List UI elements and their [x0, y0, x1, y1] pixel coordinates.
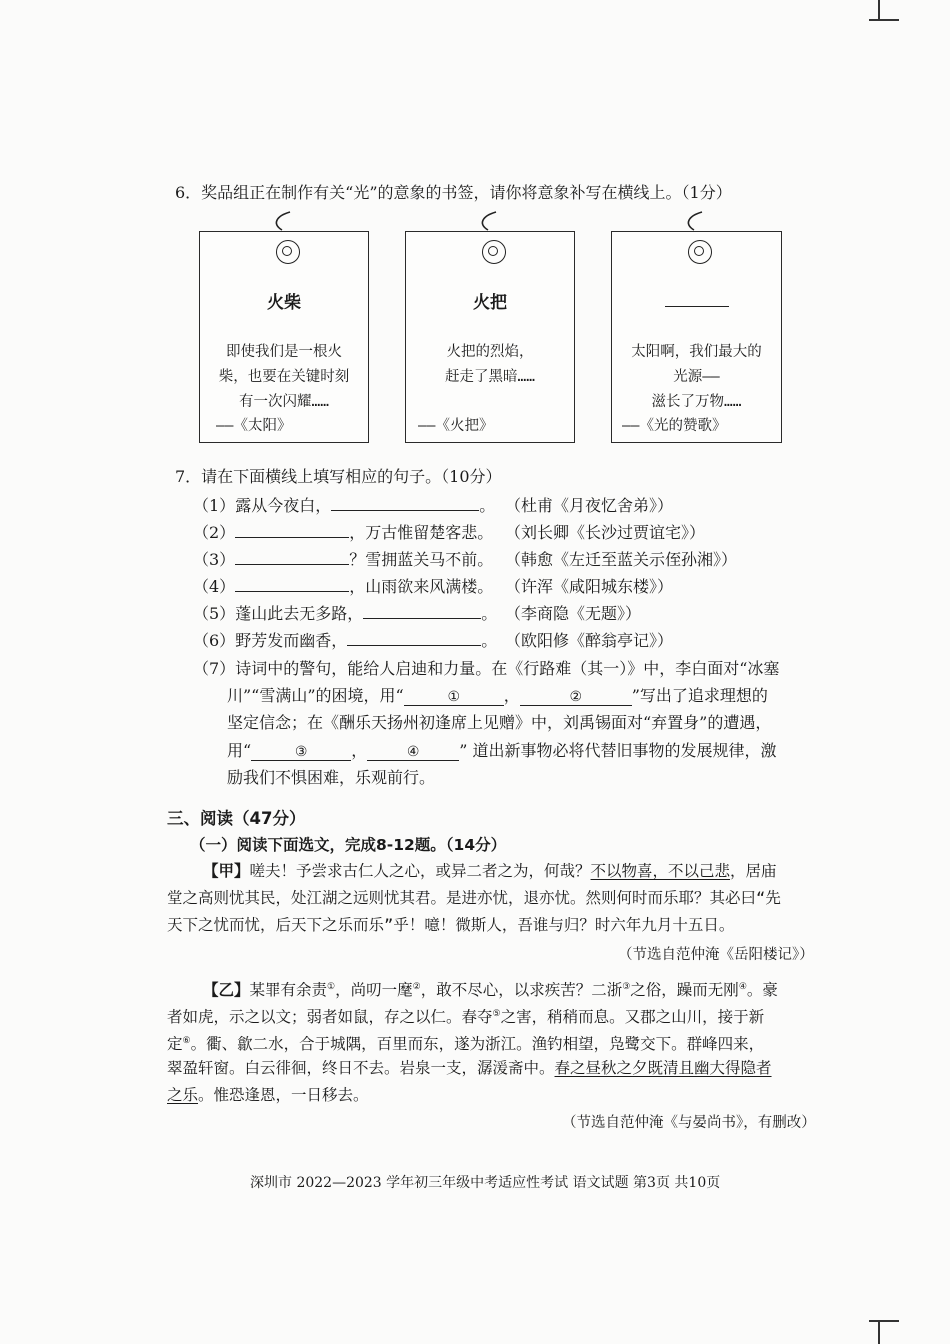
card-line: 柴，也要在关键时刻	[218, 369, 350, 385]
card-source: ——《太阳》	[216, 418, 292, 434]
item-number: （1）	[193, 496, 236, 515]
item-text: 励我们不惧困难，乐观前行。	[227, 768, 436, 787]
item-text: ，	[351, 741, 368, 760]
footnote-mark: ②	[412, 982, 421, 992]
item-text: ，	[503, 686, 520, 705]
answer-blank[interactable]	[363, 604, 481, 619]
bookmark-card-2	[405, 231, 575, 443]
item-source: （杜甫《月夜忆舍弟》）	[505, 496, 674, 515]
crop-mark-top-vertical	[878, 0, 880, 20]
footnote-mark: ⑤	[492, 1009, 501, 1019]
q7-item-3	[193, 549, 738, 571]
q7-item-4	[193, 576, 674, 598]
passage-text: 嗟夫！予尝求古仁人之心，或异二者之为，何哉？	[249, 862, 591, 880]
item-post: 。	[481, 631, 498, 650]
footnote-mark: ③	[622, 982, 631, 992]
bookmark-card-1	[199, 231, 369, 443]
answer-blank[interactable]	[347, 631, 481, 646]
item-pre: 野芳发而幽香，	[235, 631, 348, 650]
blank-number: ③	[294, 744, 308, 760]
q7-stem: 7．请在下面横线上填写相应的句子。（10分）	[175, 467, 502, 486]
footnote-mark: ④	[738, 982, 747, 992]
yi-line-1	[203, 974, 778, 1004]
yi-line-2	[167, 1001, 764, 1031]
item7-line-5	[227, 767, 435, 789]
answer-blank[interactable]	[235, 523, 349, 538]
card-text	[626, 340, 767, 415]
yi-line-4	[167, 1055, 772, 1082]
card-line: 有一次闪耀……	[239, 394, 329, 410]
item-text: 川”“雪满山”的困境，用“	[227, 686, 404, 705]
bookmark-card-3	[611, 231, 782, 443]
section-3-title: 三、阅读（47分）	[167, 809, 306, 828]
card-line: 滋长了万物……	[651, 394, 742, 410]
passage-text: 。豪	[746, 981, 778, 1000]
item-source: （李商隐《无题》）	[505, 604, 642, 623]
section-3-subtitle: （一）阅读下面选文，完成8-12题。（14分）	[190, 836, 507, 854]
jia-line-3: 天下之忧而忧，后天下之乐而乐”乎！噫！微斯人，吾谁与归？时六年九月十五日。	[167, 916, 735, 934]
card-source: ——《光的赞歌》	[622, 418, 727, 434]
item-number: （5）	[193, 604, 236, 623]
crop-mark-top-horizontal	[869, 19, 899, 21]
passage-text: 之害，稍稍而息。又郡之山川，接于新	[500, 1008, 765, 1027]
card-line: 即使我们是一根火	[226, 344, 342, 360]
answer-blank[interactable]	[331, 496, 479, 511]
item-post: ？雪拥蓝关马不前。	[349, 550, 494, 569]
passage-label: 【甲】	[203, 862, 250, 880]
yi-source: （节选自范仲淹《与晏尚书》，有删改）	[562, 1115, 816, 1131]
blank-number: ①	[447, 689, 461, 705]
q7-item-5	[193, 603, 642, 625]
string-icon	[268, 210, 298, 242]
passage-text: 者如虎，示之以文；弱者如鼠，存之以仁。春夺	[167, 1008, 493, 1027]
card-line: 光源——	[673, 369, 720, 385]
card-text	[214, 340, 354, 415]
underlined-sentence: 春之昼秋之夕既清且幽大得隐者	[554, 1059, 772, 1077]
passage-label: 【乙】	[203, 981, 250, 1000]
crop-mark-bottom-horizontal	[869, 1320, 899, 1322]
yi-line-5	[167, 1082, 369, 1109]
item-text: 诗词中的警句，能给人启迪和力量。在《行路难（其一）》中，李白面对“冰塞	[235, 659, 780, 678]
item-number: （4）	[193, 577, 236, 596]
footnote-mark: ①	[327, 982, 336, 992]
card-title: 火柴	[267, 293, 301, 313]
item-text: 坚定信念；在《酬乐天扬州初逢席上见赠》中，刘禹锡面对“弃置身”的遭遇，	[227, 713, 772, 732]
ring-icon	[276, 240, 300, 264]
q6-stem: 6．奖品组正在制作有关“光”的意象的书签，请你将意象补写在横线上。（1分）	[175, 183, 732, 202]
item-source: （韩愈《左迁至蓝关示侄孙湘》）	[505, 550, 738, 569]
item-post: 。	[481, 604, 498, 623]
passage-text: 某罪有余责	[249, 981, 328, 1000]
jia-line-1	[203, 858, 777, 885]
answer-blank[interactable]	[665, 306, 729, 307]
item-text: 用“	[227, 741, 252, 760]
underlined-sentence: 不以物喜，不以己悲	[590, 862, 731, 880]
crop-mark-bottom-vertical	[878, 1320, 880, 1344]
answer-blank-4[interactable]	[367, 746, 459, 761]
item-number: （3）	[193, 550, 236, 569]
passage-text: ，居庙	[730, 862, 777, 880]
footnote-mark: ⑥	[182, 1036, 191, 1046]
item7-line-3	[227, 712, 771, 734]
item7-line-2	[227, 685, 768, 707]
blank-number: ④	[406, 744, 420, 760]
passage-text: 翠盈轩窗。白云徘徊，终日不去。岩泉一支，潺湲斋中。	[167, 1059, 555, 1077]
item-source: （刘长卿《长沙过贾谊宅》）	[505, 523, 706, 542]
item-pre: 蓬山此去无多路，	[235, 604, 364, 623]
string-icon	[474, 210, 504, 242]
passage-text: 之俗，躁而无刚	[630, 981, 739, 1000]
card-title: 火把	[473, 293, 507, 313]
card-line: 太阳啊，我们最大的	[631, 344, 762, 360]
item-post: ，万古惟留楚客悲。	[349, 523, 494, 542]
passage-text: ，尚叨一麾	[335, 981, 413, 1000]
item7-line-1	[193, 658, 779, 680]
answer-blank-3[interactable]	[251, 746, 351, 761]
item-text: ” 道出新事物必将代替旧事物的发展规律，激	[459, 741, 777, 760]
q7-item-6	[193, 630, 674, 652]
item-pre: 露从今夜白，	[235, 496, 332, 515]
passage-text: 定	[167, 1035, 183, 1054]
page-footer: 深圳市 2022—2023 学年初三年级中考适应性考试 语文试题 第3页 共10页	[250, 1175, 721, 1191]
item-source: （许浑《咸阳城东楼》）	[505, 577, 674, 596]
card-line: 火把的烈焰，	[446, 344, 534, 360]
answer-blank[interactable]	[235, 550, 349, 565]
item-text: ”写出了追求理想的	[631, 686, 768, 705]
jia-line-2: 堂之高则忧其民，处江湖之远则忧其君。是进亦忧，退亦忧。然则何时而乐耶？其必曰“先	[167, 889, 781, 907]
answer-blank-1[interactable]	[404, 691, 504, 706]
passage-text: 。衢、歙二水，合于城隅，百里而东，遂为浙江。渔钓相望，凫鹭交下。群峰四来，	[190, 1035, 765, 1054]
q7-item-2	[193, 522, 706, 544]
q7-item-1	[193, 495, 674, 517]
answer-blank[interactable]	[235, 577, 349, 592]
string-icon	[680, 210, 710, 242]
jia-source: （节选自范仲淹《岳阳楼记》）	[618, 947, 814, 963]
item-source: （欧阳修《醉翁亭记》）	[505, 631, 674, 650]
item-post: ，山雨欲来风满楼。	[349, 577, 494, 596]
blank-number: ②	[569, 689, 583, 705]
ring-icon	[482, 240, 506, 264]
passage-text: 。惟恐逢恩，一日移去。	[198, 1086, 369, 1104]
card-line: 赶走了黑暗……	[445, 369, 535, 385]
answer-blank-2[interactable]	[520, 691, 632, 706]
item-number: （7）	[193, 659, 236, 678]
item7-line-4	[227, 740, 776, 762]
card-source: ——《火把》	[418, 418, 494, 434]
item-number: （6）	[193, 631, 236, 650]
underlined-sentence: 之乐	[167, 1086, 199, 1104]
item-number: （2）	[193, 523, 236, 542]
yi-line-3	[167, 1028, 764, 1058]
passage-text: ，敢不尽心，以求疾苦？二浙	[420, 981, 623, 1000]
item-post: 。	[479, 496, 496, 515]
card-text	[420, 340, 560, 390]
ring-icon	[688, 240, 712, 264]
